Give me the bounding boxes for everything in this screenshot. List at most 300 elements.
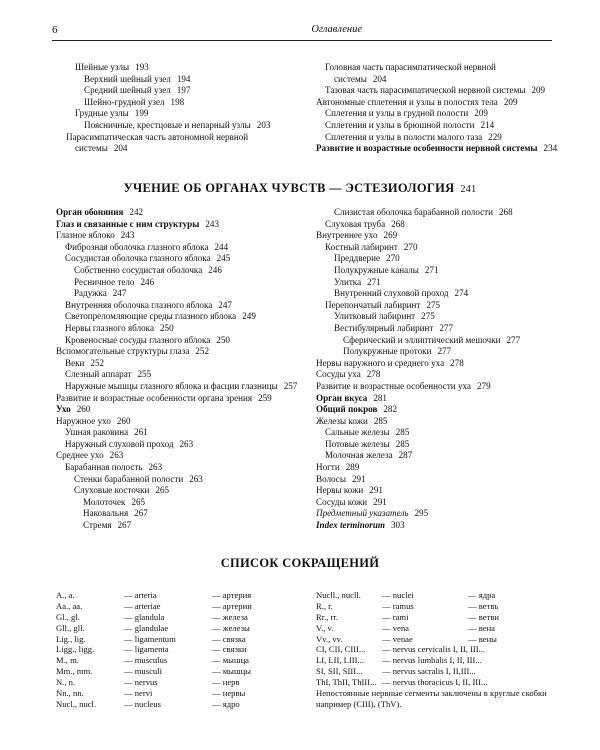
toc-entry-page: 271 [424,264,439,275]
abbreviation-latin: — vena [382,622,409,633]
toc-entry-title: Глазное яблоко [56,230,115,241]
toc-entry-page: 197 [176,85,191,96]
abbreviation-row [56,699,306,710]
toc-entry-page: 295 [414,508,429,519]
toc-entry-title: Index terminorum [316,520,385,531]
toc-entry [66,108,270,120]
note-line: например (CIII), (ThV). [316,698,402,709]
toc-entry-page: 270 [386,253,400,264]
toc-entry-title: Веки [65,357,85,368]
toc-entry-title: Сосуды кожи [316,496,368,507]
toc-entry-title: Средний шейный узел [84,85,171,96]
toc-entry-page: 291 [351,473,366,484]
abbreviation-abbr: Nucl., nucl. [56,698,97,709]
toc-entry [316,311,520,323]
abbreviation-latin: — glandulae [124,622,169,633]
toc-entry [316,439,520,451]
abbreviation-latin: — glandula [124,611,165,622]
abbreviation-row [316,590,556,601]
abbreviation-russian: — ветви [468,611,499,622]
abbreviation-row [56,623,306,634]
toc-entry [56,323,297,335]
toc-entry [316,219,520,231]
section-title-text: УЧЕНИЕ ОБ ОРГАНАХ ЧУВСТВ — ЭСТЕЗИОЛОГИЯ [123,181,455,195]
section-title-text: СПИСОК СОКРАЩЕНИЙ [220,556,380,570]
toc-entry [316,393,520,405]
toc-entry [316,474,520,486]
toc-entry-page: 204 [372,73,387,84]
toc-entry-title: Сплетения и узлы в брюшной полости [325,119,475,130]
abbreviation-abbr: Vv., vv. [316,633,343,644]
abbreviation-abbr: Nucll., nucll. [316,590,361,600]
running-header [52,24,552,41]
toc-entry-title: Сплетения и узлы в полости малого таза [325,131,483,142]
page-number: 6 [52,24,58,36]
abbreviation-latin: — nervi [124,688,153,699]
abbreviation-row [56,612,306,623]
toc-entry-title: Слезный аппарат [65,369,132,380]
note-line: Непостоянные нервные сегменты заключены в круглые скобки [316,688,547,698]
toc-entry [316,230,520,242]
toc-entry [56,439,297,451]
toc-entry-title: Поясничные, крестцовые и непарный узлы [84,119,251,130]
abbreviation-russian: — ветвь [468,600,499,611]
abbreviation-russian: — железа [212,611,248,622]
abbreviation-abbr: N., n. [56,677,76,688]
toc-entry-page: 275 [421,311,435,322]
toc-entry [316,450,520,462]
toc-entry-page: 278 [450,357,464,368]
abbreviation-latin: — nucleus [124,698,161,709]
toc-entry [316,508,520,520]
toc-entry [56,207,297,219]
toc-entry-page: 277 [506,334,521,345]
toc-entry-page: 214 [480,119,495,130]
toc-entry-page: 269 [383,230,398,241]
toc-entry [66,143,270,155]
abbreviation-latin: — nervus [124,677,158,688]
toc-entry-title: Общий покров [316,404,378,415]
abbreviation-abbr: R., r. [316,600,333,611]
toc-entry-title: Слуховая труба [325,218,386,229]
toc-entry-page: 209 [503,96,518,107]
toc-entry-title: Радужка [74,288,107,299]
toc-entry-title: Слуховые косточки [74,485,150,496]
toc-entry-title: Преддверие [334,253,381,264]
abbreviation-latin: — ligamentum [124,633,176,644]
abbreviation-abbr: Mm., mm. [56,666,93,677]
toc-entry-page: 246 [208,264,222,275]
toc-entry-title: Ушная раковина [65,427,129,438]
toc-entry [316,323,520,335]
toc-entry-page: 247 [112,288,127,299]
toc-entry-title: Ногти [316,462,340,473]
toc-entry-page: 265 [155,485,170,496]
abbreviation-latin: — venae [382,633,413,644]
toc-entry-title: Наковальня [83,508,129,519]
abbreviation-row [56,601,306,612]
abbreviation-russian: — вена [468,622,495,633]
toc-entry-page: 261 [134,427,148,438]
toc-entry-title: Орган вкуса [316,392,368,403]
section-title-sense-organs [0,181,600,196]
abbreviations-left [56,590,306,710]
toc-entry-title: Нервы кожи [316,485,364,496]
abbreviation-row [56,655,306,666]
toc-entry-title: Развитие и возрастные особенности нервной системы [316,143,538,154]
abbreviation-abbr: Gll., gll. [56,622,85,633]
running-title: Оглавление [311,24,362,35]
abbreviation-russian: — ядра [468,590,496,600]
toc-entry [56,427,297,439]
abbreviation-latin: — musculi [124,666,162,677]
toc-entry-page: 270 [403,241,418,252]
abbreviation-russian: — связка [212,633,246,644]
toc-entry-page: 247 [218,299,232,310]
toc-entry-title: Молочная железа [325,450,393,461]
toc-entry [56,277,297,289]
toc-entry-page: 289 [345,462,360,473]
toc-entry-title: системы [334,73,367,84]
toc-entry-page: 249 [242,311,256,322]
toc-entry [316,207,520,219]
toc-entry [316,416,520,428]
abbreviation-latin: — ligamenta [124,644,169,655]
toc-entry-title: Барабанная полость [65,462,143,473]
abbreviation-latin: — nuclei [382,590,414,600]
toc-entry-title: Орган обоняния [56,207,124,217]
toc-entry [56,219,297,231]
abbreviation-russian: — нерв [212,677,240,688]
toc-entry-page: 260 [116,415,131,426]
toc-entry-title: Нервы глазного яблока [65,322,154,333]
abbreviation-russian: — артерия [212,590,252,600]
toc-entry [66,74,270,86]
toc-entry-title: Ухо [56,404,71,415]
toc-entry [66,85,270,97]
toc-entry-title: Автономные сплетения и узлы в полостях тела [316,96,498,107]
toc-entry-page: 203 [256,119,271,130]
toc-entry-page: 281 [373,392,387,403]
toc-entry [56,230,297,242]
toc-column-sense-right [316,207,520,532]
abbreviation-row [316,623,556,634]
toc-entry [56,497,297,509]
abbreviation-row [316,644,556,655]
abbreviation-abbr: Nn., nn. [56,688,84,699]
toc-entry-title: Наружное ухо [56,415,111,426]
toc-entry-page: 285 [373,415,388,426]
toc-entry [316,242,520,254]
toc-entry-title: Головная часть парасимпатической нервной [325,62,496,72]
toc-entry-page: 271 [367,276,381,287]
toc-entry-page: 250 [216,334,230,345]
toc-entry-page: 277 [437,346,452,357]
toc-entry-title: Фиброзная оболочка глазного яблока [65,241,209,252]
abbreviation-abbr: A., a. [56,590,75,600]
abbreviation-russian: — мышца [212,655,249,666]
abbreviation-row [316,601,556,612]
section-title-abbreviations [0,556,600,571]
toc-entry-title: Среднее ухо [56,450,104,461]
toc-entry-page: 243 [120,230,135,241]
toc-column-top-right [316,62,557,155]
toc-entry-page: 267 [117,520,132,531]
abbreviation-row [316,655,556,666]
toc-entry-page: 279 [476,380,491,391]
toc-entry [316,62,557,74]
toc-entry [316,108,557,120]
toc-entry-page: 260 [76,404,91,415]
toc-entry-page: 265 [131,496,146,507]
abbreviation-russian: — ядро [212,698,240,709]
toc-entry-title: Развитие и возрастные особенности органа зрения [56,392,253,403]
toc-entry-page: 204 [113,143,128,154]
toc-entry-page: 229 [488,131,502,142]
toc-column-top-left [66,62,270,155]
toc-entry-page: 263 [109,450,124,461]
toc-entry-title: Молоточек [83,496,126,507]
abbreviation-latin: — ramus [382,600,414,611]
toc-entry-page: 252 [90,357,105,368]
toc-entry-title: Развитие и возрастные особенности уха [316,380,471,391]
toc-entry [56,265,297,277]
toc-entry-page: 244 [214,241,229,252]
abbreviation-latin: — arteriae [124,600,161,611]
toc-entry-title: Железы кожи [316,415,368,426]
toc-entry-title: Полукружные каналы [334,264,419,275]
abbreviation-abbr: Rr., rr. [316,611,338,622]
toc-entry-page: 209 [531,85,546,96]
toc-entry [56,300,297,312]
toc-entry-page: 259 [258,392,272,403]
abbreviation-row [56,590,306,601]
abbreviation-abbr: SI, SII, SIII... [316,666,363,677]
abbreviation-russian: — вены [468,633,497,644]
toc-entry [316,485,520,497]
toc-entry-title: Наружный слуховой проход [65,438,174,449]
abbreviation-abbr: V., v. [316,622,334,633]
toc-entry-page: 268 [391,218,405,229]
toc-entry [56,346,297,358]
toc-entry [316,300,520,312]
abbreviation-russian: — артерии [212,600,252,611]
toc-entry-title: Внутренняя оболочка глазного яблока [65,299,213,310]
abbreviation-row [316,612,556,623]
toc-entry-title: Улитковый лабиринт [334,311,416,322]
abbreviation-row [56,688,306,699]
toc-entry [316,143,557,155]
toc-entry-page: 282 [383,404,398,415]
toc-entry-title: Шейные узлы [75,62,130,72]
toc-entry [316,85,557,97]
toc-entry-page: 263 [179,438,194,449]
toc-entry-page: 303 [390,520,405,531]
toc-entry-page: 199 [134,108,149,119]
toc-entry-title: Предметный указатель [316,508,409,519]
abbreviation-latin: — musculus [124,655,168,666]
toc-entry-title: Полукружные протоки [343,346,432,357]
toc-entry-title: Грудные узлы [75,108,129,119]
abbreviation-row [56,677,306,688]
abbreviation-abbr: LI, LII, LIII... [316,655,364,666]
toc-entry-page: 242 [129,207,144,217]
abbreviation-abbr: M., m. [56,655,79,666]
toc-entry [66,132,270,144]
toc-entry-page: 267 [134,508,148,519]
toc-entry-title: Костный лабиринт [325,241,398,252]
toc-entry [56,311,297,323]
abbreviation-row [56,644,306,655]
toc-entry-page: 268 [498,207,513,217]
toc-entry-page: 291 [369,485,383,496]
toc-entry-title: Сальные железы [325,427,390,438]
toc-entry-page: 275 [426,299,441,310]
toc-entry [316,381,520,393]
toc-entry-title: Сосудистая оболочка глазного яблока [65,253,211,264]
toc-entry-page: 274 [454,288,469,299]
abbreviation-latin: — nervus lumbalis I, II, III... [382,655,482,666]
abbreviation-russian: — связки [212,644,247,655]
toc-entry-page: 193 [135,62,149,72]
toc-entry [66,62,270,74]
toc-entry-title: Тазовая часть парасимпатической нервной системы [325,85,526,96]
toc-entry [56,508,297,520]
toc-entry-page: 285 [395,427,410,438]
toc-entry [316,462,520,474]
abbreviation-abbr: CI, CII, CIII... [316,644,366,655]
toc-entry [56,242,297,254]
toc-entry-page: 198 [170,96,185,107]
toc-entry [316,427,520,439]
toc-entry [56,404,297,416]
toc-entry [56,381,297,393]
toc-entry-page: 287 [398,450,413,461]
toc-entry [56,288,297,300]
abbreviation-latin: — nervus cervicalis I, II, III... [382,644,486,655]
toc-entry [56,416,297,428]
toc-column-sense-left [56,207,297,532]
toc-entry [56,520,297,532]
toc-entry-title: Волосы [316,473,346,484]
toc-entry-title: Улитка [334,276,362,287]
toc-entry-title: Глаз и связанные с ним структуры [56,218,200,229]
abbreviation-russian: — нервы [212,688,246,699]
abbreviation-abbr: Ligg., ligg. [56,644,95,655]
abbreviation-abbr: Lig., lig. [56,633,86,644]
abbreviation-abbr: Aa., aa. [56,600,83,611]
toc-entry-page: 209 [474,108,488,119]
abbreviation-row [56,634,306,645]
toc-entry [56,474,297,486]
section-title-page: 241 [460,184,477,195]
toc-entry [316,335,520,347]
toc-entry [316,404,520,416]
toc-entry-title: Вестибулярный лабиринт [334,322,434,333]
abbreviation-row [56,666,306,677]
abbreviations-note [316,688,547,710]
toc-entry-page: 263 [148,462,163,473]
toc-entry-title: Нервы наружного и среднего уха [316,357,445,368]
toc-entry [56,369,297,381]
toc-entry [316,97,557,109]
toc-entry-title: Слизистая оболочка барабанной полости [334,207,493,217]
toc-entry-page: 285 [395,438,410,449]
toc-entry-title: Стенки барабанной полости [74,473,184,484]
toc-entry-page: 277 [439,322,453,333]
toc-entry-page: 278 [366,369,381,380]
toc-entry [316,265,520,277]
toc-entry-title: Ресничное тело [74,276,135,287]
toc-entry-title: Сферический и эллиптический мешочки [343,334,501,345]
toc-entry-title: Кровеносные сосуды глазного яблока [65,334,211,345]
toc-entry-page: 250 [159,322,174,333]
toc-entry-page: 243 [205,218,219,229]
toc-entry-title: Собственно сосудистая оболочка [74,264,203,275]
toc-entry-title: Парасимпатическая часть автономной нервной [66,131,249,142]
toc-entry [316,369,520,381]
abbreviation-row [316,634,556,645]
toc-entry-title: Сплетения и узлы в грудной полости [325,108,469,119]
toc-entry [56,462,297,474]
abbreviation-abbr: ThI, ThII, ThIII... [316,677,377,688]
toc-entry-page: 245 [216,253,231,264]
toc-entry [316,132,557,144]
toc-entry-title: Верхний шейный узел [84,73,171,84]
toc-entry-page: 234 [543,143,558,154]
abbreviation-row [316,677,556,688]
toc-entry [316,74,557,86]
toc-entry-title: Потовые железы [325,438,390,449]
toc-entry [316,288,520,300]
toc-entry-page: 246 [140,276,155,287]
toc-entry-page: 257 [283,380,298,391]
toc-entry-title: системы [75,143,108,154]
toc-entry-title: Перепончатый лабиринт [325,299,421,310]
toc-entry [66,97,270,109]
toc-entry [56,450,297,462]
toc-entry-title: Светопреломляющие среды глазного яблока [65,311,237,322]
toc-entry [56,393,297,405]
abbreviation-russian: — мышцы [212,666,251,677]
abbreviation-latin: — nervus sacralis I, II,III... [382,666,476,677]
abbreviation-latin: — rami [382,611,409,622]
toc-entry-title: Сосуды уха [316,369,361,380]
toc-entry-title: Стремя [83,520,112,531]
abbreviation-latin: — arteria [124,590,157,600]
toc-entry [316,346,520,358]
toc-entry-title: Наружные мышцы глазного яблока и фасции глазницы [65,380,278,391]
toc-entry [316,497,520,509]
toc-entry-title: Вспомогательные структуры глаза [56,346,190,357]
toc-entry [56,335,297,347]
toc-entry [316,277,520,289]
toc-entry-page: 255 [137,369,152,380]
toc-entry-page: 263 [189,473,203,484]
toc-entry-page: 194 [176,73,191,84]
abbreviation-latin: — nervus thoracicus I, II, III... [382,677,488,688]
abbreviation-russian: — железы [212,622,250,633]
toc-entry-title: Шейно-грудной узел [84,96,165,107]
toc-entry [316,358,520,370]
abbreviation-row [316,666,556,677]
toc-entry [316,120,557,132]
toc-entry [56,358,297,370]
toc-entry [316,253,520,265]
toc-entry-title: Внутреннее ухо [316,230,378,241]
toc-entry-title: Внутренний слуховой проход [334,288,449,299]
toc-entry [316,520,520,532]
